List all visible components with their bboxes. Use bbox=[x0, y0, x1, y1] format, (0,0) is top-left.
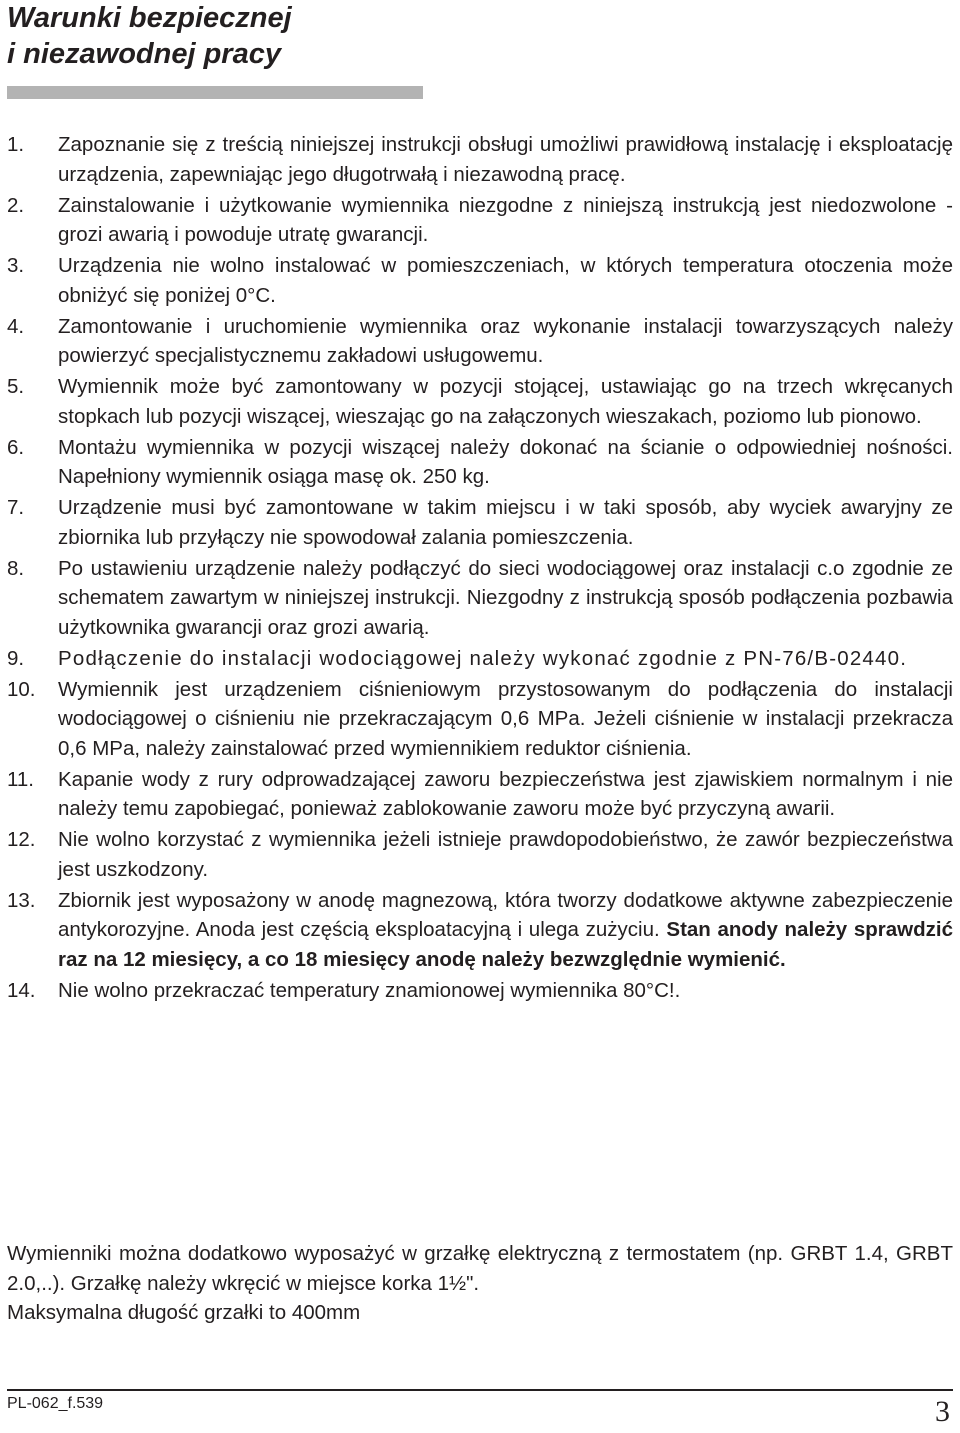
safety-rules-list bbox=[7, 130, 953, 1005]
rule-text: Montażu wymiennika w pozycji wiszącej należy dokonać na ścianie o odpowiedniej nośności. Napełniony wymiennik osiąga masę ok. 250 kg. bbox=[58, 435, 953, 488]
rule-text: Zamontowanie i uruchomienie wymiennika oraz wykonanie instalacji towarzyszących należy powierzyć specjalistycznemu zakładowi usługowemu. bbox=[58, 314, 953, 367]
footer-divider bbox=[7, 1389, 953, 1391]
title-underline-bar bbox=[7, 86, 423, 99]
rule-text: Wymiennik może być zamontowany w pozycji stojącej, ustawiając go na trzech wkręcanych stopkach lub pozycji wiszącej, wieszając go na załączonych wieszakach, poziomo lub pionowo. bbox=[58, 375, 953, 428]
rule-item bbox=[7, 251, 953, 310]
rule-item bbox=[7, 312, 953, 371]
rule-text: Urządzenia nie wolno instalować w pomieszczeniach, w których temperatura otoczenia może obniżyć się poniżej 0°C. bbox=[58, 254, 953, 307]
rule-number: 7. bbox=[7, 496, 25, 519]
rule-text: Podłączenie do instalacji wodociągowej należy wykonać zgodnie z PN-76/B-02440. bbox=[58, 646, 908, 670]
rule-text: Po ustawieniu urządzenie należy podłączyć do sieci wodociągowej oraz instalacji c.o zgodnie ze schematem zawartym w niniejszej instrukcji. Niezgodny z instrukcją sposób podłączenia pozbawia użytkownika gwarancji oraz grozi awarią. bbox=[58, 556, 953, 639]
page-number: 3 bbox=[935, 1395, 950, 1428]
rule-text: Zapoznanie się z treścią niniejszej instrukcji obsługi umożliwi prawidłową instalację i eksploatację urządzenia, zapewniając jego długotrwałą i niezawodną pracę. bbox=[58, 133, 953, 186]
rule-item bbox=[7, 130, 953, 189]
page-title-line-2: i niezawodnej pracy bbox=[7, 38, 281, 70]
rule-item bbox=[7, 191, 953, 250]
rule-number: 14. bbox=[7, 978, 36, 1002]
rule-item bbox=[7, 765, 953, 824]
rule-text: Nie wolno przekraczać temperatury znamionowej wymiennika 80°C!. bbox=[58, 978, 681, 1002]
document-code: PL-062_f.539 bbox=[7, 1395, 104, 1412]
rule-number: 9. bbox=[7, 646, 25, 670]
heater-note bbox=[7, 1239, 953, 1328]
rule-number: 5. bbox=[7, 375, 25, 398]
rule-item bbox=[7, 886, 953, 975]
rule-text: Zainstalowanie i użytkowanie wymiennika niezgodne z niniejszą instrukcją jest niedozwolone - grozi awarią i powoduje utratę gwarancji. bbox=[58, 193, 953, 246]
rule-item bbox=[7, 433, 953, 492]
heater-note-line-1: Wymienniki można dodatkowo wyposażyć w grzałkę elektryczną z termostatem (np. GRBT 1.4, GRBT 2.0,..). Grzałkę należy wkręcić w miejsce korka 1½". bbox=[7, 1242, 953, 1295]
rule-number: 2. bbox=[7, 193, 25, 217]
rule-number: 11. bbox=[7, 767, 34, 791]
rule-number: 12. bbox=[7, 828, 36, 851]
rule-item bbox=[7, 825, 953, 884]
rule-text: Kapanie wody z rury odprowadzającej zaworu bezpieczeństwa jest zjawiskiem normalnym i nie należy temu zapobiegać, ponieważ zablokowanie zaworu może być przyczyną awarii. bbox=[58, 767, 953, 820]
rule-emphasis-text: Stan anody należy sprawdzić raz na 12 miesięcy, a co 18 miesięcy anodę należy bezwzględnie wymienić. bbox=[58, 918, 953, 971]
rule-item bbox=[7, 976, 953, 1006]
rule-text: Urządzenie musi być zamontowane w takim miejscu i w taki sposób, aby wyciek awaryjny ze zbiornika lub przyłączy nie spowodował zalania pomieszczenia. bbox=[58, 496, 953, 549]
rule-text: Wymiennik jest urządzeniem ciśnieniowym przystosowanym do podłączenia do instalacji wodociągowej o ciśnieniu nie przekraczającym 0,6 MPa. Jeżeli ciśnienie w instalacji przekracza 0,6 MPa, należy zainstalować przed wymiennikiem reduktor ciśnienia. bbox=[58, 677, 953, 760]
rule-text: Zbiornik jest wyposażony w anodę magnezową, która tworzy dodatkowe aktywne zabezpieczenie antykorozyjne. Anoda jest częścią eksploatacyjną i ulega zużyciu. bbox=[58, 888, 953, 941]
rule-number: 8. bbox=[7, 556, 25, 580]
heater-note-line-2: Maksymalna długość grzałki to 400mm bbox=[7, 1301, 361, 1324]
rule-number: 1. bbox=[7, 133, 25, 156]
rule-text: Nie wolno korzystać z wymiennika jeżeli istnieje prawdopodobieństwo, że zawór bezpieczeństwa jest uszkodzony. bbox=[58, 828, 953, 881]
rule-number: 10. bbox=[7, 677, 36, 701]
rule-item bbox=[7, 675, 953, 764]
page-title bbox=[7, 0, 292, 72]
rule-text-with-emphasis bbox=[58, 886, 953, 975]
rule-item bbox=[7, 554, 953, 643]
rule-item bbox=[7, 493, 953, 552]
rule-item bbox=[7, 644, 953, 674]
page-title-line-1: Warunki bezpiecznej bbox=[7, 2, 292, 34]
rule-number: 6. bbox=[7, 435, 25, 459]
rule-item bbox=[7, 372, 953, 431]
rule-number: 3. bbox=[7, 254, 25, 277]
rule-number: 13. bbox=[7, 888, 36, 912]
rule-number: 4. bbox=[7, 314, 25, 338]
